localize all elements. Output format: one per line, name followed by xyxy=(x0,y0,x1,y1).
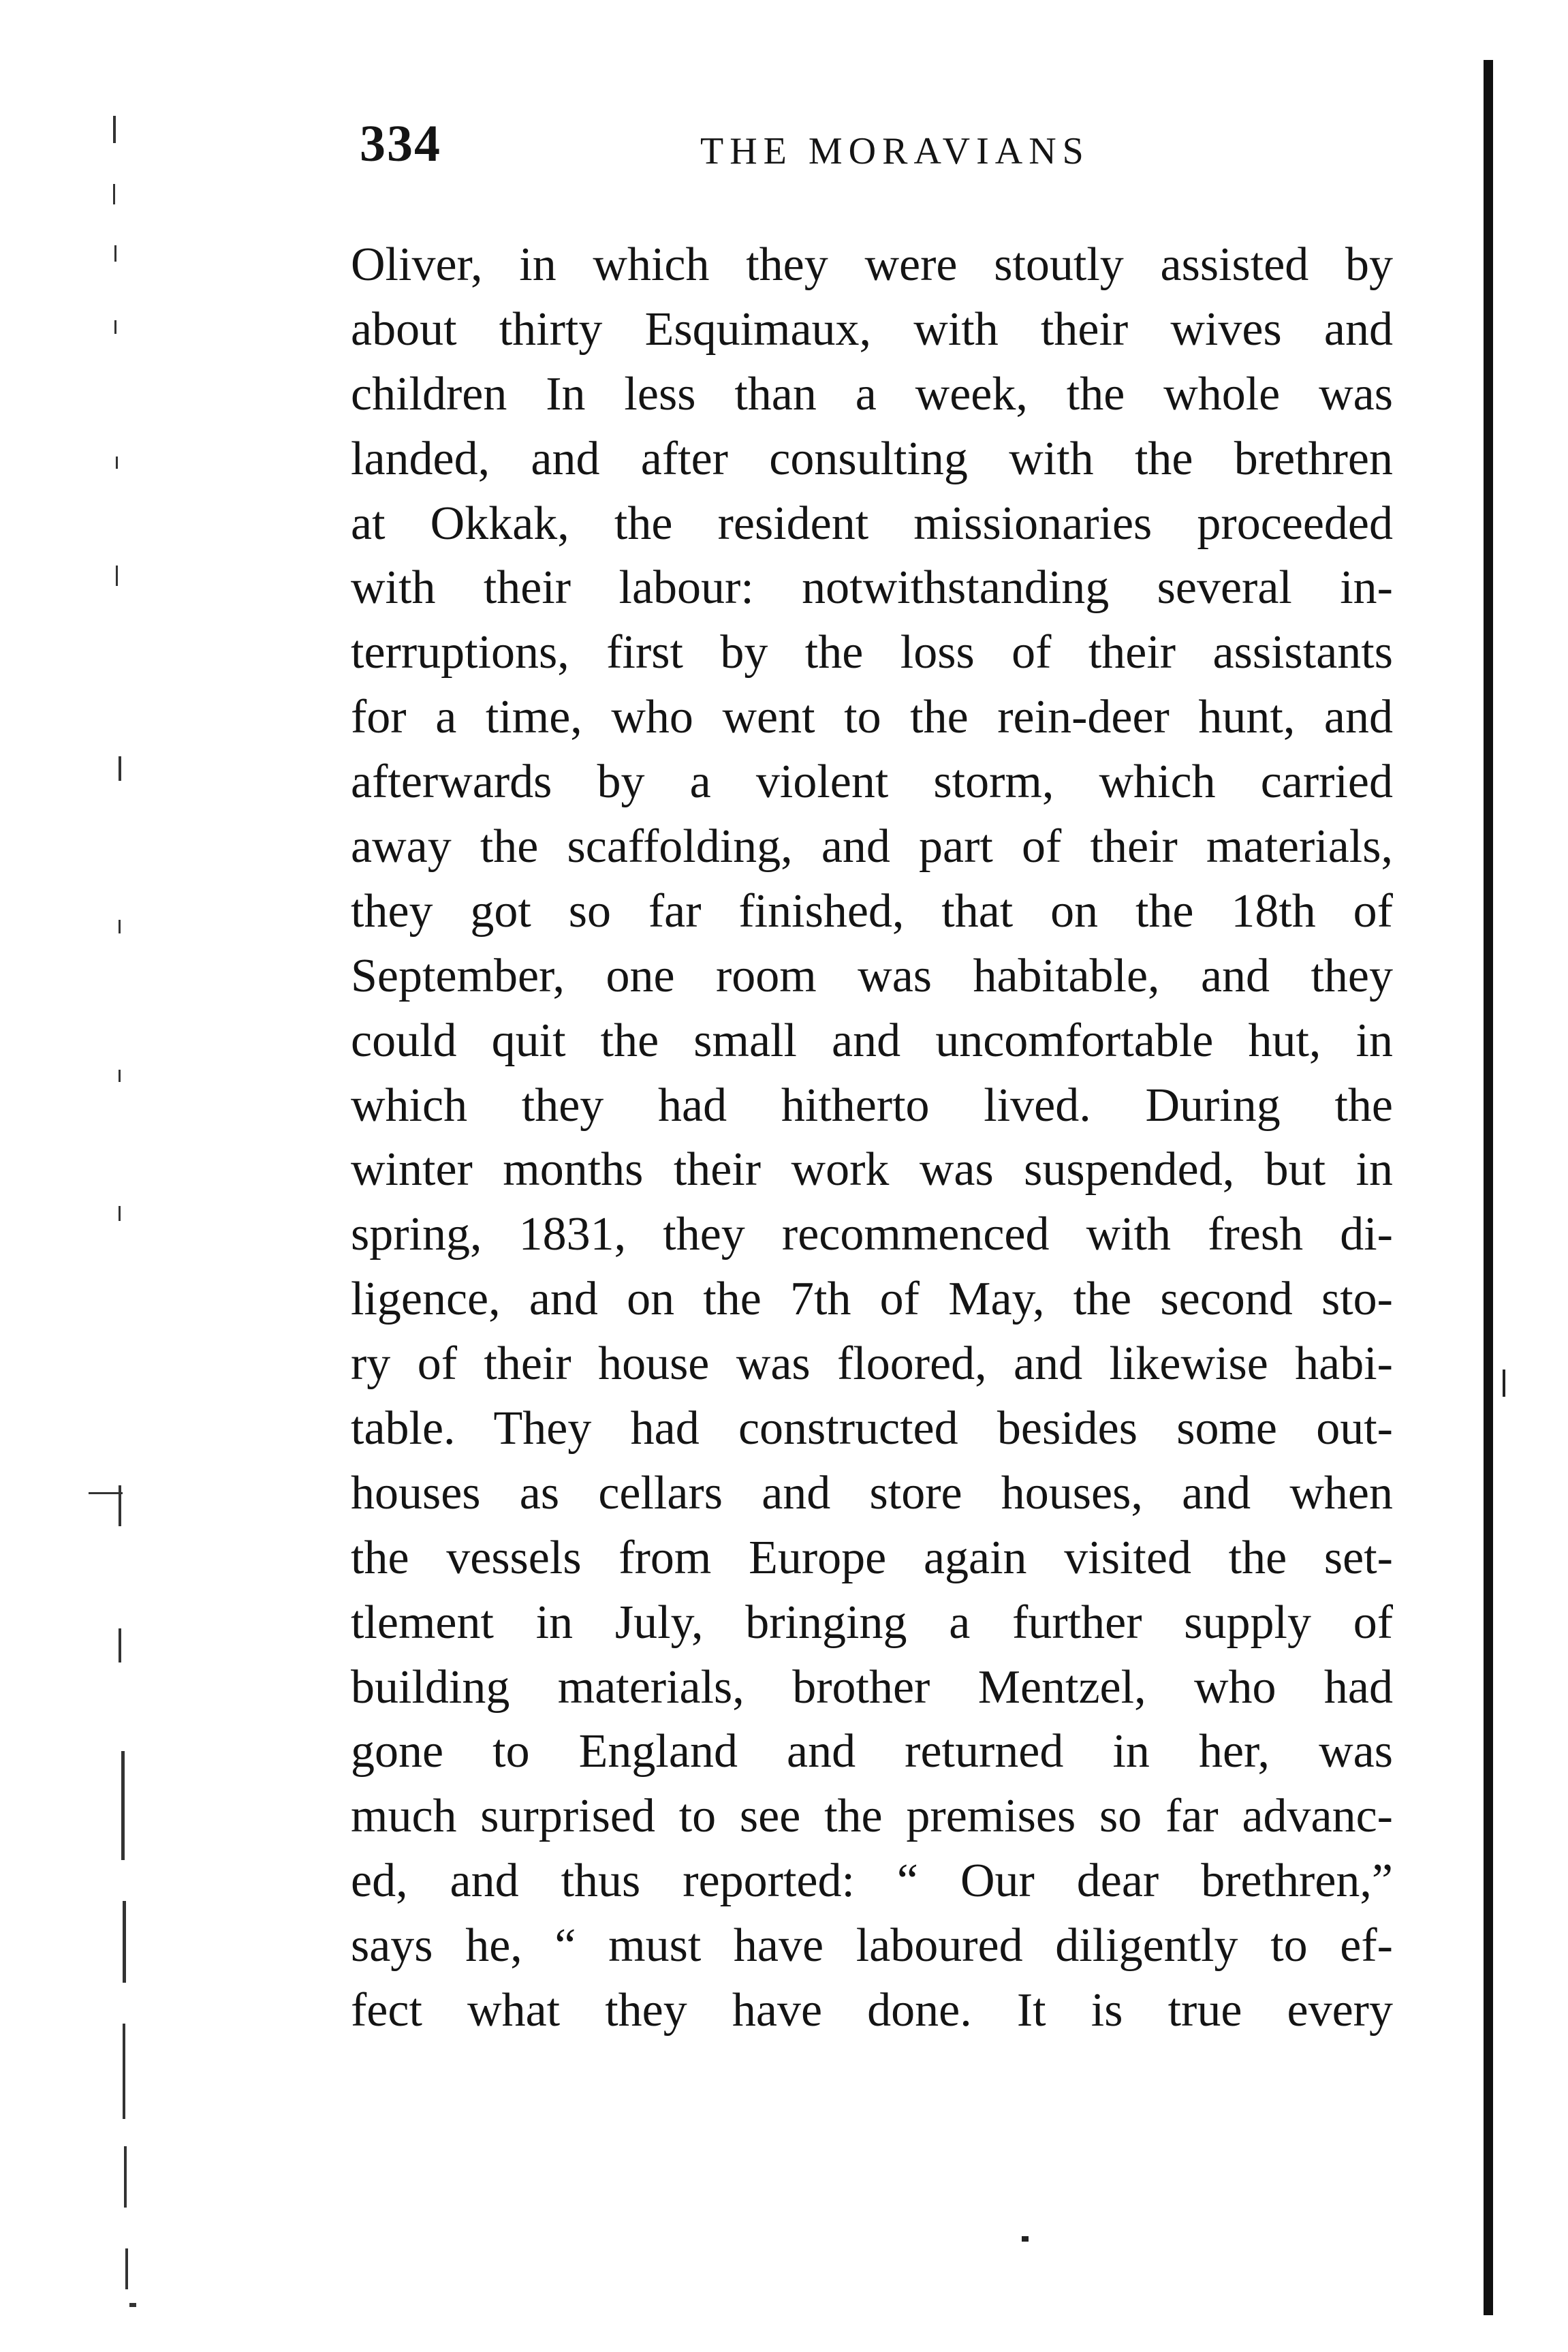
text-line: gone to England and returned in her, was xyxy=(351,1725,1393,1778)
text-line: much surprised to see the premises so far advanc- xyxy=(351,1790,1393,1843)
text-line: at Okkak, the resident missionaries proceeded xyxy=(351,497,1393,550)
text-line: houses as cellars and store houses, and when xyxy=(351,1466,1393,1519)
text-line: spring, 1831, they recommenced with fresh di- xyxy=(351,1208,1393,1261)
text-line: winter months their work was suspended, but in xyxy=(351,1143,1393,1196)
text-line: ligence, and on the 7th of May, the second sto- xyxy=(351,1273,1393,1326)
text-line: landed, and after consulting with the brethren xyxy=(351,432,1393,485)
text-line: could quit the small and uncomfortable hut, in xyxy=(351,1014,1393,1067)
text-line: away the scaffolding, and part of their materials, xyxy=(351,820,1393,873)
text-line: Oliver, in which they were stoutly assisted by xyxy=(351,238,1393,291)
text-line: about thirty Esquimaux, with their wives and xyxy=(351,303,1393,356)
text-line: building materials, brother Mentzel, who had xyxy=(351,1660,1393,1714)
page-number: 334 xyxy=(360,115,441,172)
text-line: terruptions, first by the loss of their assistants xyxy=(351,626,1393,679)
text-line: tlement in July, bringing a further supply of xyxy=(351,1596,1393,1649)
text-line: table. They had constructed besides some out- xyxy=(351,1402,1393,1455)
text-line: September, one room was habitable, and they xyxy=(351,949,1393,1002)
text-line: with their labour: notwithstanding several in- xyxy=(351,561,1393,615)
text-line: the vessels from Europe again visited the set- xyxy=(351,1531,1393,1584)
gutter-shadow-line xyxy=(1484,60,1493,2315)
text-line: fect what they have done. It is true every xyxy=(351,1984,1393,2037)
text-line: they got so far finished, that on the 18th of xyxy=(351,884,1393,938)
text-line: afterwards by a violent storm, which carried xyxy=(351,756,1393,809)
right-margin-speck xyxy=(1503,1370,1505,1397)
text-line: for a time, who went to the rein-deer hunt, and xyxy=(351,691,1393,744)
body-text xyxy=(351,233,1393,2043)
text-line: ed, and thus reported: “ Our dear brethren,” xyxy=(351,1855,1393,1908)
bottom-speck xyxy=(1022,2236,1029,2242)
text-line: children In less than a week, the whole was xyxy=(351,367,1393,420)
text-line: which they had hitherto lived. During the xyxy=(351,1079,1393,1132)
running-header xyxy=(360,114,1402,189)
text-line: ry of their house was floored, and likewise habi- xyxy=(351,1337,1393,1391)
running-title: THE MORAVIANS xyxy=(700,130,1090,172)
text-line: says he, “ must have laboured diligently to ef- xyxy=(351,1919,1393,1972)
left-margin-scan-marks xyxy=(48,102,95,2317)
